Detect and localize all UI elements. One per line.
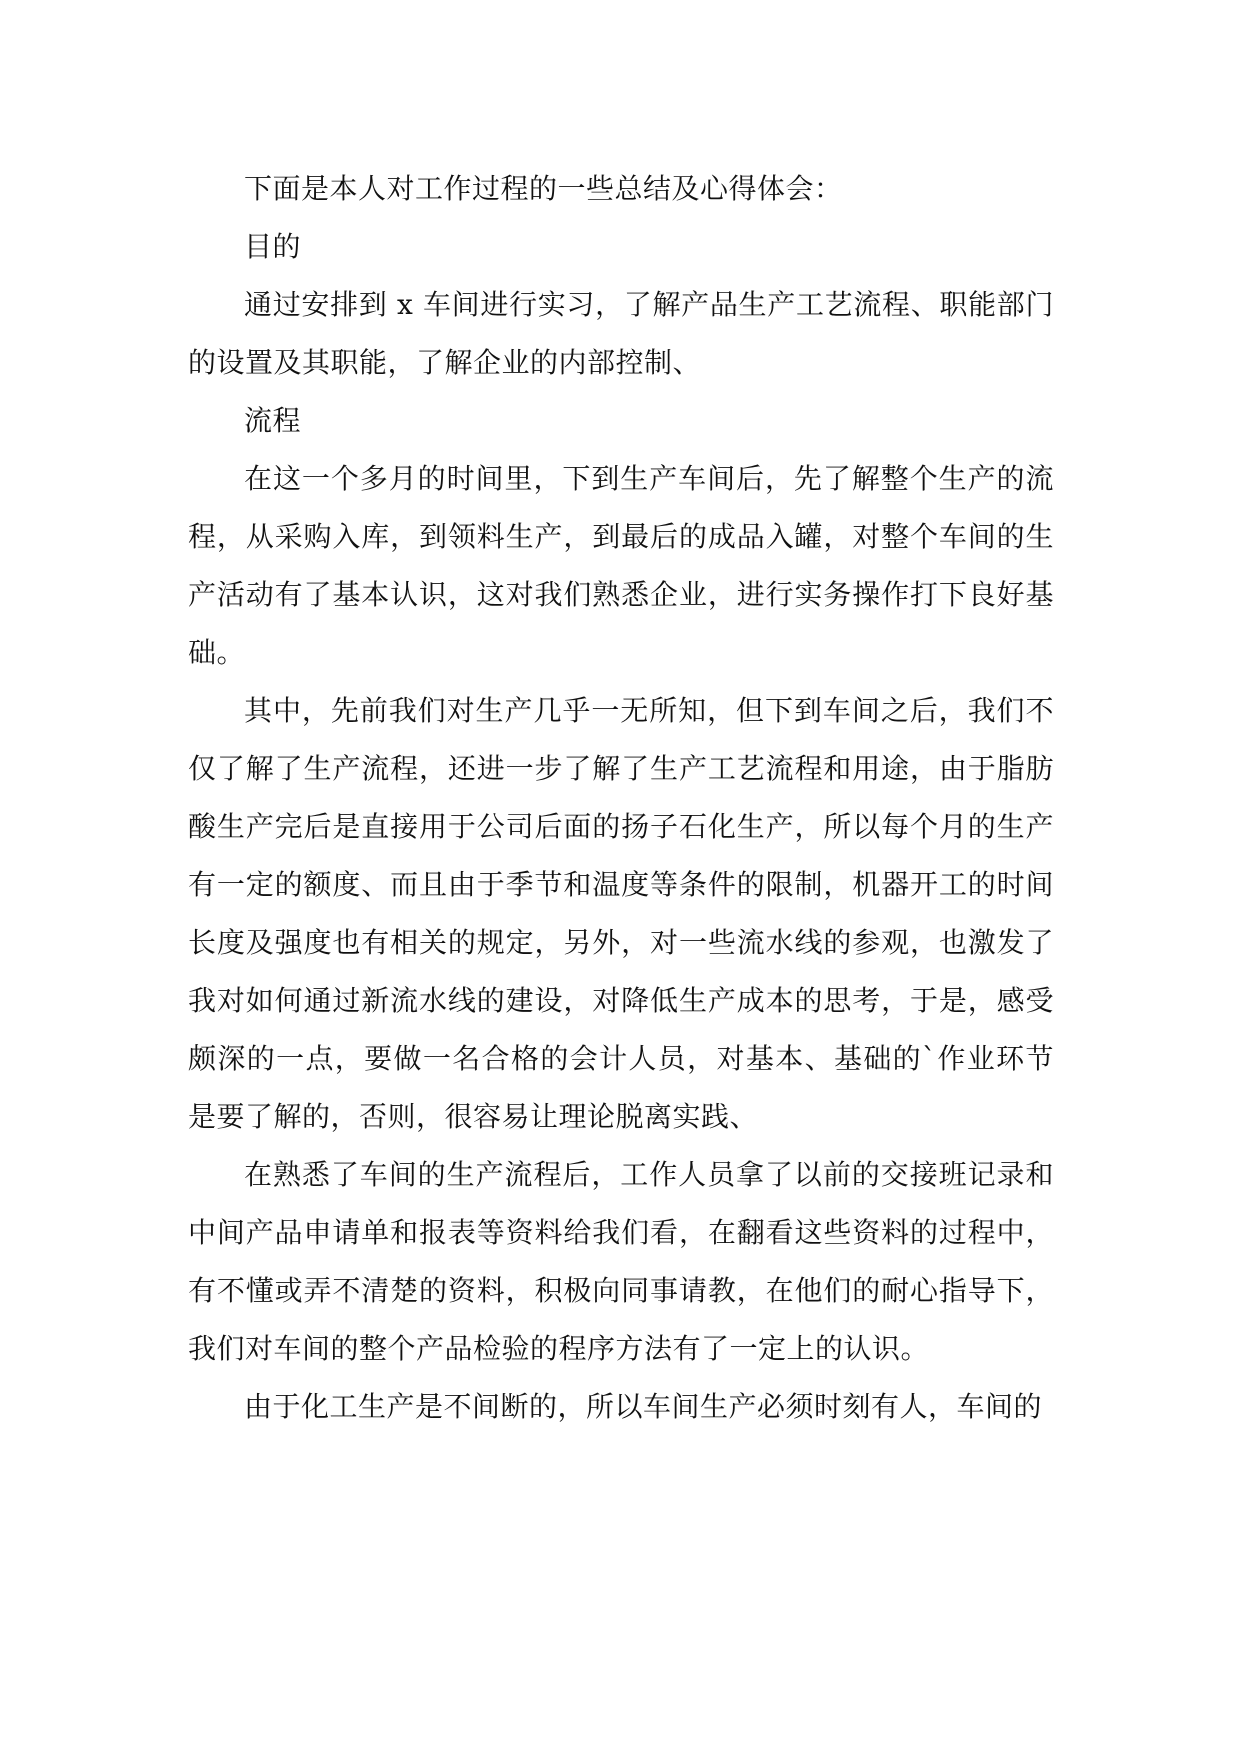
paragraph-purpose: 通过安排到 x 车间进行实习，了解产品生产工艺流程、职能部门的设置及其职能，了解企业的内部控制、 [188,288,1054,379]
heading-process: 流程 [244,404,302,437]
document-body [188,160,1054,1436]
paragraph-continuous-production: 由于化工生产是不间断的，所以车间生产必须时刻有人，车间的 [244,1390,1043,1423]
paragraph-process-overview: 在这一个多月的时间里，下到生产车间后，先了解整个生产的流程，从采购入库，到领料生产，到最后的成品入罐，对整个车间的生产活动有了基本认识，这对我们熟悉企业，进行实务操作打下良好基础。 [188,462,1054,669]
paragraph-records-review: 在熟悉了车间的生产流程后，工作人员拿了以前的交接班记录和中间产品申请单和报表等资料给我们看，在翻看这些资料的过程中，有不懂或弄不清楚的资料，积极向同事请教，在他们的耐心指导下，我们对车间的整个产品检验的程序方法有了一定上的认识。 [188,1158,1054,1365]
paragraph-intro: 下面是本人对工作过程的一些总结及心得体会： [244,172,843,205]
paragraph-process-details: 其中，先前我们对生产几乎一无所知，但下到车间之后，我们不仅了解了生产流程，还进一步了解了生产工艺流程和用途，由于脂肪酸生产完后是直接用于公司后面的扬子石化生产，所以每个月的生产有一定的额度、而且由于季节和温度等条件的限制，机器开工的时间长度及强度也有相关的规定，另外，对一些流水线的参观，也激发了我对如何通过新流水线的建设，对降低生产成本的思考，于是，感受颇深的一点，要做一名合格的会计人员，对基本、基础的`作业环节是要了解的，否则，很容易让理论脱离实践、 [188,694,1054,1133]
heading-purpose: 目的 [244,230,302,263]
